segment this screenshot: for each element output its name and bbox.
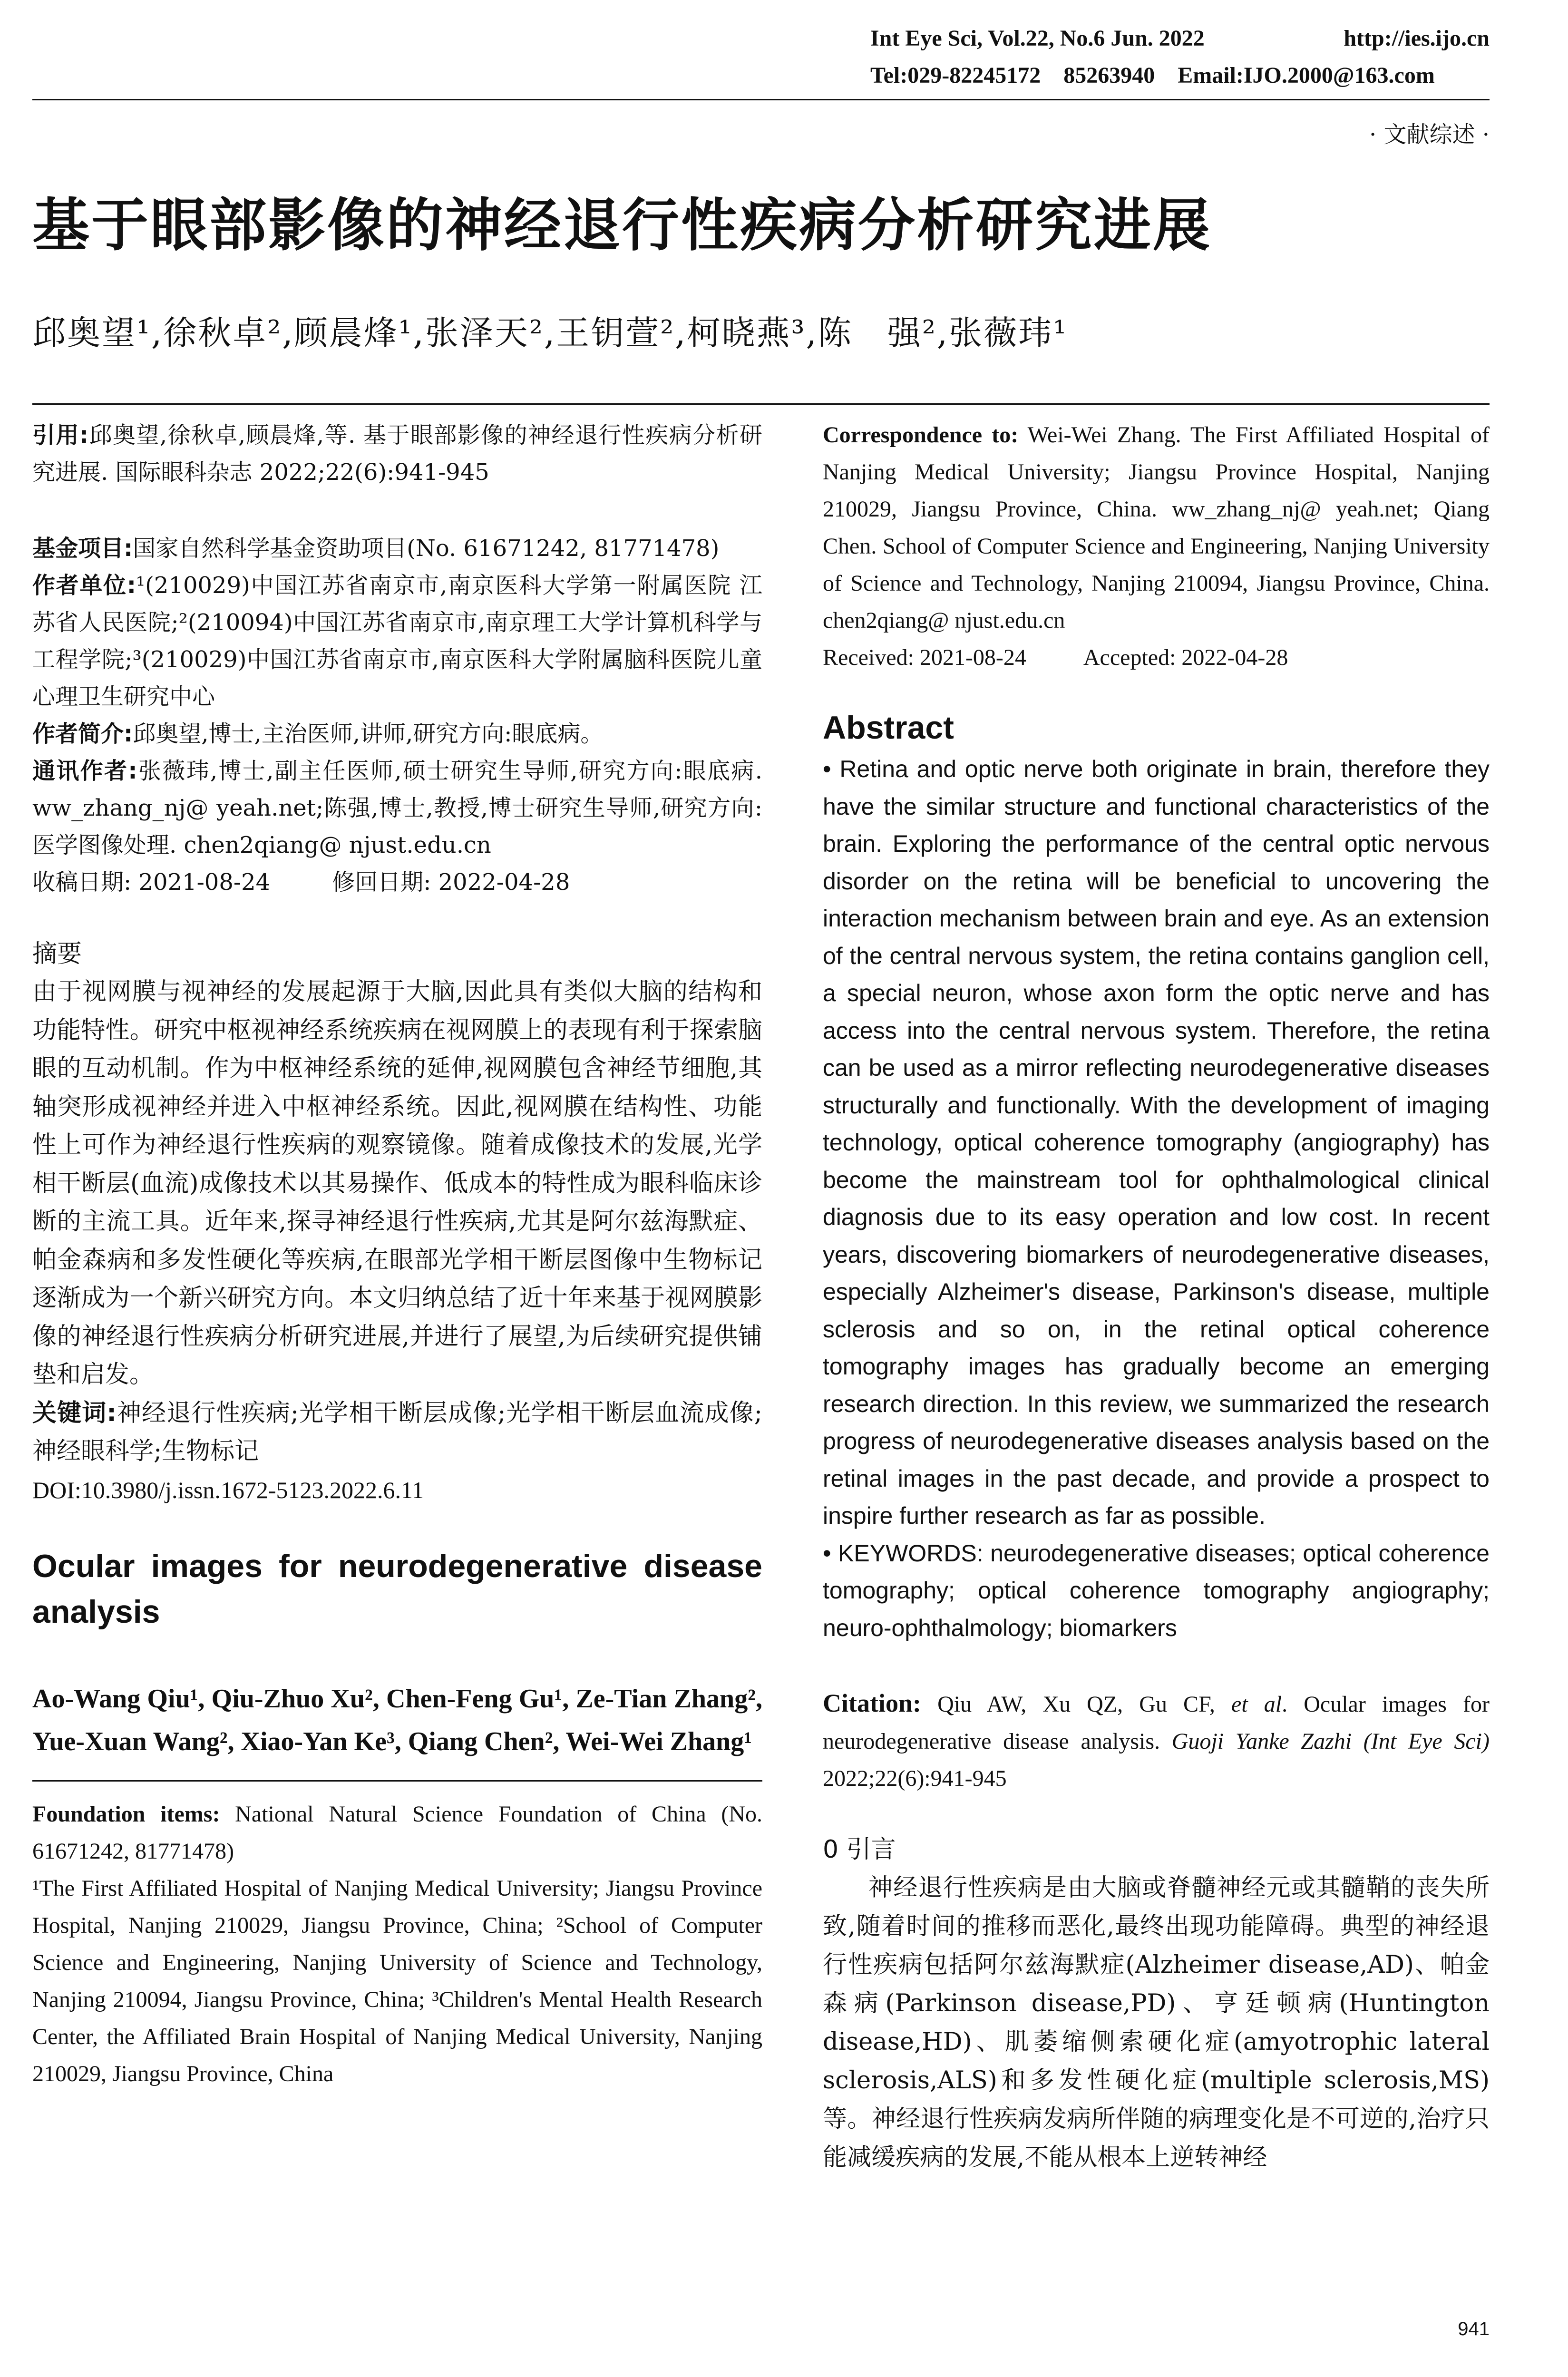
citation-en: Citation: Qiu AW, Xu QZ, Gu CF, et al. Ocular images for neurodegenerative disease analysis. Guoji Yanke Zazhi (Int Eye Sci) 2022;22(6):941-945	[823, 1689, 1490, 1791]
fund-info: 基金项目:国家自然科学基金资助项目(No. 61671242, 81771478)	[32, 535, 720, 562]
correspondence-en: Correspondence to: Wei-Wei Zhang. The First Affiliated Hospital of Nanjing Medical University; Jiangsu Province Hospital, Nanjing 210029, Jiangsu Province, China. ww_zhang_nj@ yeah.net; Qiang Chen. School of Computer Science and Engineering, Nanjing University of Science and Technology, Nanjing 210094, Jiangsu Province, China. chen2qiang@ njust.edu.cn	[823, 422, 1490, 633]
affiliations-en: ¹The First Affiliated Hospital of Nanjing Medical University; Jiangsu Province Hospital, Nanjing 210029, Jiangsu Province, China; ²School of Computer Science and Engineering, Nanjing University of Science and Technology, Nanjing 210094, Jiangsu Province, China; ³Children's Mental Health Research Center, the Affiliated Brain Hospital of Nanjing Medical University, Nanjing 210029, Jiangsu Province, China	[32, 1875, 762, 2086]
abstract-heading-cn: 摘要	[32, 940, 82, 968]
dates-en: Received: 2021-08-24 Accepted: 2022-04-28	[823, 645, 1288, 670]
keywords-cn: 关键词:神经退行性疾病;光学相干断层成像;光学相干断层血流成像;神经眼科学;生物标记	[32, 1399, 762, 1465]
abstract-cn: 由于视网膜与视神经的发展起源于大脑,因此具有类似大脑的结构和功能特性。研究中枢视神经系统疾病在视网膜上的表现有利于探索脑眼的互动机制。作为中枢神经系统的延伸,视网膜包含神经节细胞,其轴突形成视神经并进入中枢神经系统。因此,视网膜在结构性、功能性上可作为神经退行性疾病的观察镜像。随着成像技术的发展,光学相干断层(血流)成像技术以其易操作、低成本的特性成为眼科临床诊断的主流工具。近年来,探寻神经退行性疾病,尤其是阿尔兹海默症、帕金森病和多发性硬化等疾病,在眼部光学相干断层图像中生物标记逐渐成为一个新兴研究方向。本文归纳总结了近十年来基于视网膜影像的神经退行性疾病分析研究进展,并进行了展望,为后续研究提供铺垫和启发。	[32, 978, 762, 1389]
doi: DOI:10.3980/j.issn.1672-5123.2022.6.11	[32, 1476, 424, 1503]
right-column	[823, 417, 1490, 2177]
section-label: · 文献综述 ·	[1369, 121, 1490, 148]
dates-cn: 收稿日期: 2021-08-24 修回日期: 2022-04-28	[32, 869, 570, 896]
title-rule	[32, 403, 1490, 405]
citation-cn: 引用:邱奥望,徐秋卓,顾晨烽,等. 基于眼部影像的神经退行性疾病分析研究进展. 国际眼科杂志 2022;22(6):941-945	[32, 422, 762, 486]
intro-paragraph: 神经退行性疾病是由大脑或脊髓神经元或其髓鞘的丧失所致,随着时间的推移而恶化,最终出现功能障碍。典型的神经退行性疾病包括阿尔兹海默症(Alzheimer disease,AD)、帕金森病(Parkinson disease,PD)、亨廷顿病(Huntington disease,HD)、肌萎缩侧索硬化症(amyotrophic lateral sclerosis,ALS)和多发性硬化症(multiple sclerosis,MS)等。神经退行性疾病发病所伴随的病理变化是不可逆的,治疗只能减缓疾病的发展,不能从根本上逆转神经	[823, 1874, 1490, 2172]
header-rule	[32, 99, 1490, 100]
foundation-en: Foundation items: National Natural Science Foundation of China (No. 61671242, 81771478)	[32, 1801, 762, 1864]
page-title: 基于眼部影像的神经退行性疾病分析研究进展	[32, 193, 1212, 259]
abstract-en: • Retina and optic nerve both originate in brain, therefore they have the similar structure and functional characteristics of the brain. Exploring the performance of the central optic nervous disorder on the retina will be beneficial to uncovering the interaction mechanism between brain and eye. As an extension of the central nervous system, the retina contains ganglion cell, a special neuron, whose axon form the optic nerve and has access into the central nervous system. Therefore, the retina can be used as a mirror reflecting neurodegenerative diseases structurally and functionally. With the development of imaging technology, optical coherence tomography (angiography) has become the mainstream tool for ophthalmological clinical diagnosis due to its easy operation and low cost. In recent years, discovering biomarkers of neurodegenerative diseases, especially Alzheimer's disease, Parkinson's disease, multiple sclerosis and so on, in the retinal optical coherence tomography images has gradually become an emerging research direction. In this review, we summarized the research progress of neurodegenerative diseases analysis based on the retinal images in the past decade, and provide a prospect to inspire further research as far as possible.	[823, 756, 1490, 1529]
corresponding-author: 通讯作者:张薇玮,博士,副主任医师,硕士研究生导师,研究方向:眼底病. ww_zhang_nj@ yeah.net;陈强,博士,教授,博士研究生导师,研究方向:医学图像处理. chen2qiang@ njust.edu.cn	[32, 758, 762, 858]
journal-volume: Int Eye Sci, Vol.22, No.6 Jun. 2022	[870, 26, 1205, 51]
keywords-en: • KEYWORDS: neurodegenerative diseases; optical coherence tomography; optical coherence tomography angiography; neuro-ophthalmology; biomarkers	[823, 1539, 1490, 1641]
author-list: 邱奥望¹,徐秋卓²,顾晨烽¹,张泽天²,王钥萱²,柯晓燕³,陈 强²,张薇玮¹	[32, 313, 1068, 352]
journal-contact: Tel:029-82245172 85263940 Email:IJO.2000@163.com	[870, 63, 1435, 88]
author-units: 作者单位:¹(210029)中国江苏省南京市,南京医科大学第一附属医院 江苏省人民医院;²(210094)中国江苏省南京市,南京理工大学计算机科学与工程学院;³(210029)中国江苏省南京市,南京医科大学附属脑科医院儿童心理卫生研究中心	[32, 572, 762, 710]
journal-url: http://ies.ijo.cn	[1344, 26, 1490, 51]
english-authors: Ao-Wang Qiu¹, Qiu-Zhuo Xu², Chen-Feng Gu¹, Ze-Tian Zhang², Yue-Xuan Wang², Xiao-Yan Ke³, Qiang Chen², Wei-Wei Zhang¹	[32, 1684, 762, 1756]
journal-info	[870, 22, 1490, 55]
english-title: Ocular images for neurodegenerative disease analysis	[32, 1548, 762, 1630]
abstract-heading-en: Abstract	[823, 710, 954, 746]
author-bio: 作者简介:邱奥望,博士,主治医师,讲师,研究方向:眼底病。	[32, 721, 604, 747]
intro-heading: 0 引言	[823, 1835, 896, 1864]
left-column	[32, 417, 762, 2093]
page-number: 941	[1458, 2319, 1490, 2339]
